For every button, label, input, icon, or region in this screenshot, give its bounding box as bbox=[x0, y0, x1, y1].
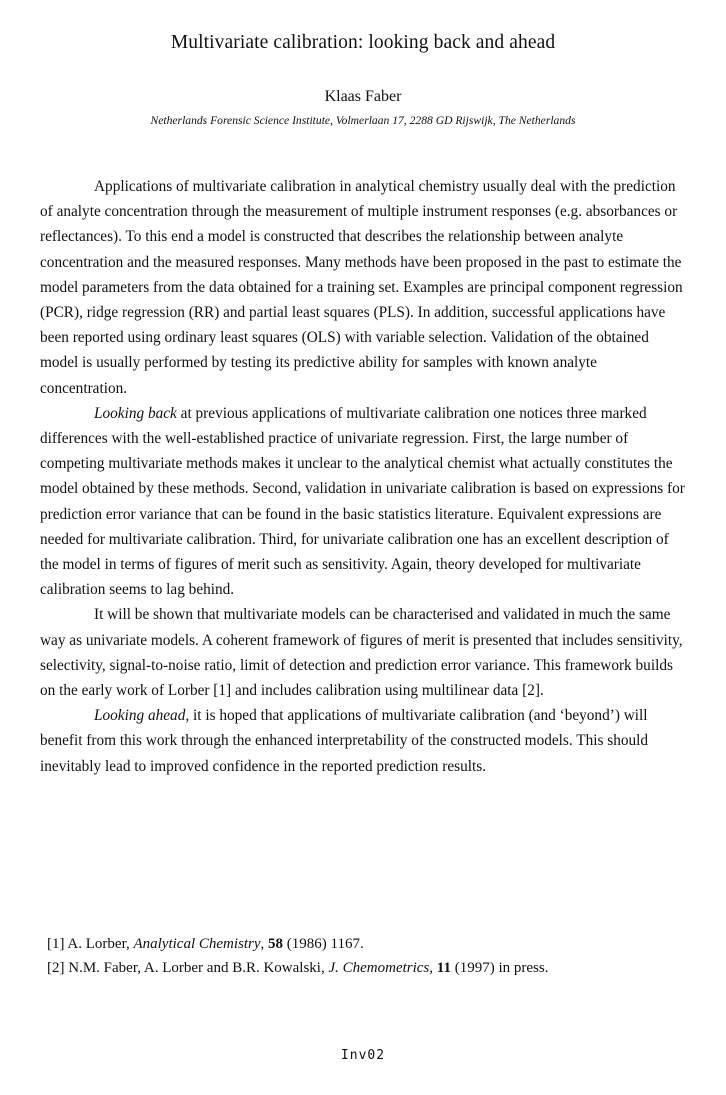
reference-2-authors: N.M. Faber, A. Lorber and B.R. Kowalski, bbox=[64, 960, 329, 976]
abstract-body bbox=[40, 174, 686, 779]
paragraph-2 bbox=[40, 401, 686, 603]
paper-title: Multivariate calibration: looking back and ahead bbox=[170, 32, 556, 53]
reference-2-details: (1997) in press. bbox=[450, 960, 549, 976]
reference-1-volume: 58 bbox=[268, 936, 284, 952]
reference-2-journal: J. Chemometrics bbox=[328, 960, 430, 976]
paragraph-3: It will be shown that multivariate models can be characterised and validated in much the same way as univariate models. A coherent framework of figures of merit is presented that includes sensitivity, selectivity, signal-to-noise ratio, limit of detection and prediction error variance. This framework builds on the early work of Lorber [1] and includes calibration using multilinear data [2]. bbox=[40, 606, 683, 700]
paragraph-4-lead: Looking ahead, bbox=[94, 707, 190, 725]
reference-1-number: [1] bbox=[47, 936, 65, 952]
reference-1-details: (1986) 1167. bbox=[283, 936, 364, 952]
reference-2 bbox=[47, 956, 687, 980]
reference-1-authors: A. Lorber, bbox=[64, 936, 134, 952]
reference-2-separator: , bbox=[429, 960, 437, 976]
reference-1-journal: Analytical Chemistry bbox=[133, 936, 261, 952]
reference-2-number: [2] bbox=[47, 960, 65, 976]
author-name: Klaas Faber bbox=[324, 88, 402, 105]
paragraph-2-text: at previous applications of multivariate calibration one notices three marked differences with the well-established practice of univariate regression. First, the large number of competing multivariate methods makes it unclear to the analytical chemist what actually constitutes the model obtained by these methods. Second, validation in univariate calibration is based on expressions for prediction error variance that can be found in the basic statistics literature. Equivalent expressions are needed for multivariate calibration. Third, for univariate calibration one has an excellent description of the model in terms of figures of merit such as sensitivity. Again, theory developed for multivariate calibration seems to lag behind. bbox=[40, 404, 685, 599]
author-affiliation: Netherlands Forensic Science Institute, Volmerlaan 17, 2288 GD Rijswijk, The Netherlands bbox=[150, 114, 576, 127]
reference-1 bbox=[47, 932, 687, 956]
reference-2-volume: 11 bbox=[436, 960, 451, 976]
reference-list bbox=[47, 932, 687, 980]
reference-1-separator: , bbox=[260, 936, 269, 952]
paragraph-1: Applications of multivariate calibration in analytical chemistry usually deal with the prediction of analyte concentration through the measurement of multiple instrument responses (e.g. absorbances or reflectances). To this end a model is constructed that describes the relationship between analyte concentration and the measured responses. Many methods have been proposed in the past to estimate the model parameters from the data obtained for a training set. Examples are principal component regression (PCR), ridge regression (RR) and partial least squares (PLS). In addition, successful applications have been reported using ordinary least squares (OLS) with variable selection. Validation of the obtained model is usually performed by testing its predictive ability for samples with known analyte concentration. bbox=[40, 178, 683, 397]
page-footer-code: Inv02 bbox=[340, 1048, 386, 1063]
paragraph-4-text: it is hoped that applications of multivariate calibration (and ‘beyond’) will benefit from this work through the enhanced interpretability of the constructed models. This should inevitably lead to improved confidence in the reported prediction results. bbox=[40, 707, 649, 775]
paragraph-2-lead: Looking back bbox=[94, 404, 177, 422]
paragraph-4 bbox=[40, 703, 686, 779]
